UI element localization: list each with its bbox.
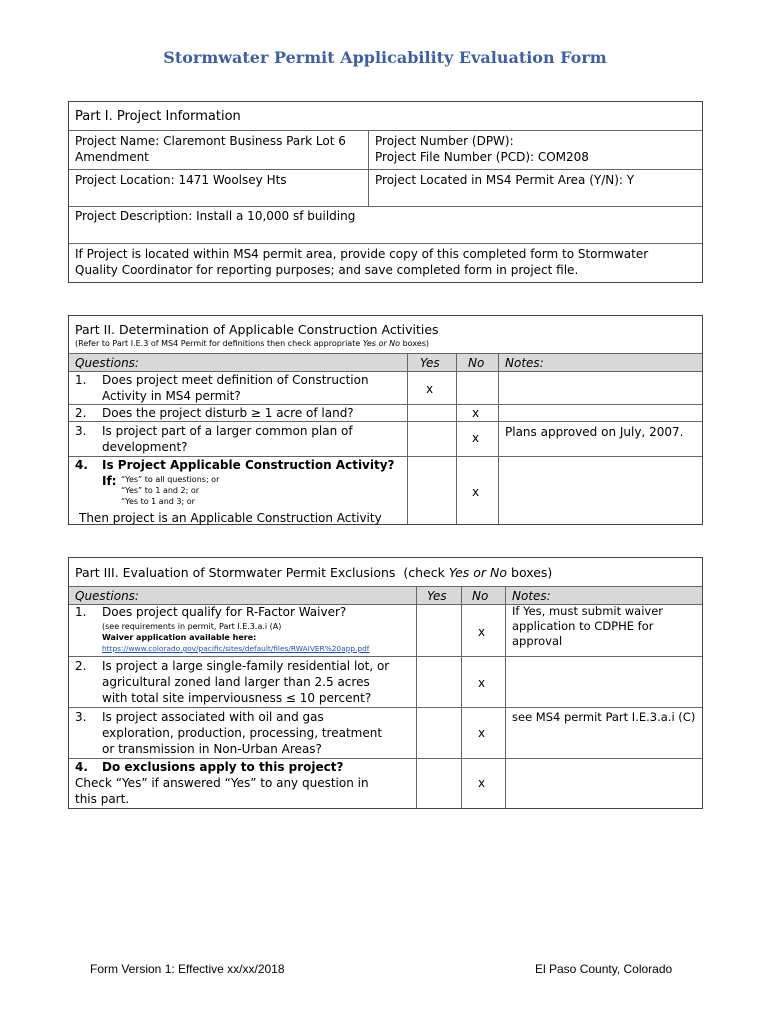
part2-col-yes: Yes: [420, 356, 440, 370]
part3-q3-notes: see MS4 permit Part I.E.3.a.i (C): [512, 710, 696, 724]
project-description: Project Description: Install a 10,000 sf building: [75, 209, 356, 223]
part2-heading: Part II. Determination of Applicable Construction Activities: [75, 322, 439, 337]
part2-table: [68, 315, 703, 525]
part2-q1-yes-check[interactable]: x: [426, 382, 434, 396]
part2-q4-conditions: “Yes” to all questions; or “Yes” to 1 and 2; or “Yes to 1 and 3; or: [121, 475, 220, 506]
part2-col-no: No: [468, 356, 485, 370]
rfactor-waiver-link[interactable]: https://www.colorado.gov/pacific/sites/default/files/RWAIVER%20app.pdf: [102, 644, 370, 653]
project-ms4-note: If Project is located within MS4 permit area, provide copy of this completed form to Stormwater Quality Coordinator for reporting purposes; and save completed form in project file.: [75, 247, 649, 277]
part3-col-notes: Notes:: [512, 589, 551, 603]
part1-table: [68, 101, 703, 283]
part3-q3: 3. Is project associated with oil and gas exploration, production, processing, treatment or transmission in Non-Urban Areas?: [75, 710, 383, 756]
part3-q1-notes: If Yes, must submit waiver application to CDPHE for approval: [512, 604, 664, 648]
part3-q2-no-check[interactable]: x: [478, 676, 486, 690]
project-numbers: Project Number (DPW): Project File Number (PCD): COM208: [375, 134, 589, 164]
part3-heading: Part III. Evaluation of Stormwater Permit Exclusions (check Yes or No boxes): [75, 565, 553, 580]
part2-subheading: (Refer to Part I.E.3 of MS4 Permit for definitions then check appropriate Yes or No boxes): [75, 339, 430, 348]
part1-heading: Part I. Project Information: [75, 109, 241, 124]
footer-version: Form Version 1: Effective xx/xx/2018: [90, 962, 285, 976]
part2-q2-no-check[interactable]: x: [472, 406, 480, 420]
project-ms4-area: Project Located in MS4 Permit Area (Y/N): Y: [375, 173, 635, 187]
part2-q4-then: Then project is an Applicable Construction Activity: [79, 511, 382, 525]
part3-q1-no-check[interactable]: x: [478, 625, 486, 639]
project-location: Project Location: 1471 Woolsey Hts: [75, 173, 287, 187]
part2-q4: 4. Is Project Applicable Construction Activity? If:: [75, 458, 395, 488]
part2-col-notes: Notes:: [505, 356, 544, 370]
part3-q1-requirements: (see requirements in permit, Part I.E.3.a.i (A) Waiver application available here: https://www.colorado.gov/pacific/sites/default/files/RWAIVER%20app.pdf: [102, 621, 414, 654]
part3-col-yes: Yes: [427, 589, 447, 603]
project-name: Project Name: Claremont Business Park Lot 6 Amendment: [75, 134, 346, 164]
part2-q2: 2. Does the project disturb ≥ 1 acre of land?: [75, 406, 354, 420]
part2-q3-notes: Plans approved on July, 2007.: [505, 425, 684, 439]
part2-q4-no-check[interactable]: x: [472, 485, 480, 499]
part3-q2: 2. Is project a large single-family residential lot, or agricultural zoned land larger than 2.5 acres with total site imperviousness ≤ 10 percent?: [75, 659, 390, 705]
part3-table: [68, 557, 703, 809]
form-title: Stormwater Permit Applicability Evaluation Form: [163, 48, 607, 67]
part2-q3-no-check[interactable]: x: [472, 431, 480, 445]
part3-col-no: No: [472, 589, 489, 603]
part3-q1: 1. Does project qualify for R-Factor Waiver?: [75, 605, 347, 619]
part2-col-questions: Questions:: [75, 356, 139, 370]
part3-col-questions: Questions:: [75, 589, 139, 603]
part3-q3-no-check[interactable]: x: [478, 726, 486, 740]
part2-q3: 3. Is project part of a larger common plan of development?: [75, 424, 353, 454]
part3-q4-no-check[interactable]: x: [478, 776, 486, 790]
part3-q4: 4. Do exclusions apply to this project? Check “Yes” if answered “Yes” to any question in this part.: [75, 760, 369, 806]
footer-county: El Paso County, Colorado: [535, 962, 673, 976]
part2-q1: 1. Does project meet definition of Construction Activity in MS4 permit?: [75, 373, 369, 403]
